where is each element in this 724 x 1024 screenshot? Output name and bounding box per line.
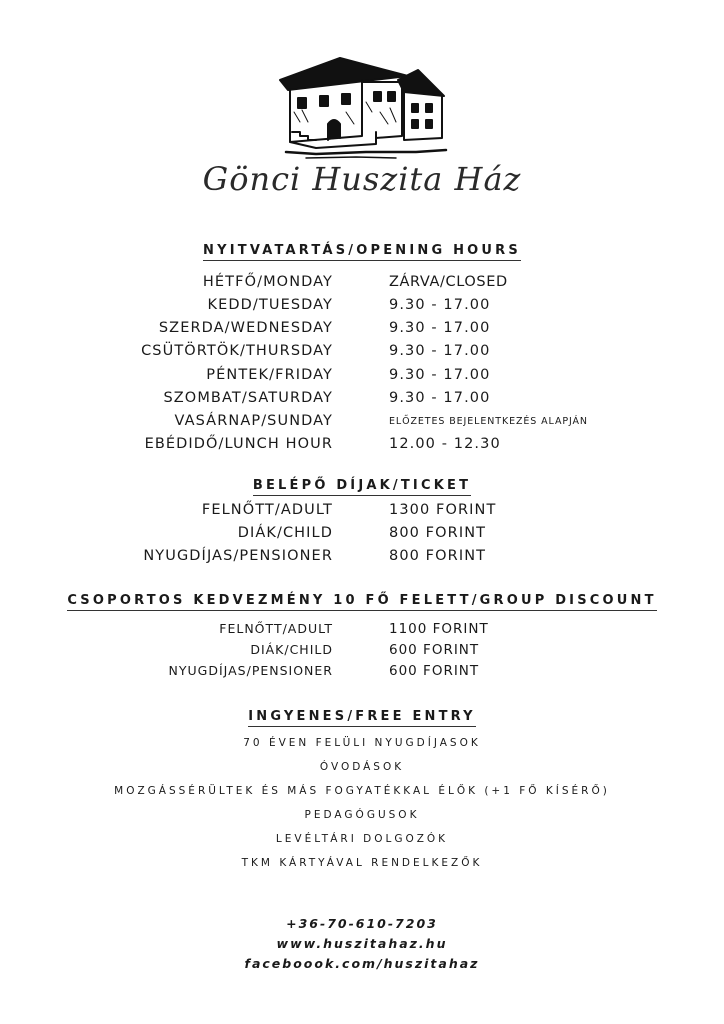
time-value: 9.30 - 17.00 [389,320,491,336]
ticket-type: FELNŐTT/ADULT [201,502,333,518]
ticket-price: 800 FORINT [389,548,487,564]
list-item [0,548,724,570]
facebook-link[interactable]: faceboook.com/huszitahaz [244,956,480,971]
list-item [0,621,724,643]
list-item [0,343,724,365]
group-price: 1100 FORINT [389,621,489,637]
day-label: KEDD/TUESDAY [207,297,333,313]
list-item [0,320,724,342]
list-item [0,642,724,664]
list-item: ÓVODÁSOK [319,761,405,773]
time-value: ELŐZETES BEJELENTKEZÉS ALAPJÁN [389,416,588,427]
group-type: FELNŐTT/ADULT [219,621,333,636]
time-value: 9.30 - 17.00 [389,367,491,383]
group-type: DIÁK/CHILD [250,642,333,657]
ticket-type: NYUGDÍJAS/PENSIONER [143,548,333,564]
list-item: MOZGÁSSÉRÜLTEK ÉS MÁS FOGYATÉKKAL ÉLŐK (+1 FŐ KÍSÉRŐ) [114,785,610,797]
tickets-heading: BELÉPŐ DÍJAK/TICKET [0,478,724,493]
time-value: 9.30 - 17.00 [389,390,491,406]
group-price: 600 FORINT [389,642,480,658]
phone-number[interactable]: +36-70-610-7203 [286,916,438,931]
day-label: VASÁRNAP/SUNDAY [174,413,333,429]
time-value: 9.30 - 17.00 [389,297,491,313]
day-label: HÉTFŐ/MONDAY [202,274,333,290]
list-item: TKM KÁRTYÁVAL RENDELKEZŐK [241,857,483,869]
group-type: NYUGDÍJAS/PENSIONER [168,663,333,678]
ticket-price: 800 FORINT [389,525,487,541]
group-price: 600 FORINT [389,663,480,679]
list-item [0,297,724,319]
ticket-price: 1300 FORINT [389,502,497,518]
brand-name: Gönci Huszita Ház [202,160,522,198]
time-value: ZÁRVA/CLOSED [389,274,508,290]
website-link[interactable]: www.huszitahaz.hu [276,936,448,951]
list-item [0,413,724,435]
list-item [0,525,724,547]
day-label: CSÜTÖRTÖK/THURSDAY [141,343,333,359]
list-item [0,436,724,458]
ticket-type: DIÁK/CHILD [237,525,333,541]
day-label: SZOMBAT/SATURDAY [163,390,333,406]
list-item [0,663,724,685]
time-value: 9.30 - 17.00 [389,343,491,359]
opening-hours-heading: NYITVATARTÁS/OPENING HOURS [0,243,724,258]
free-entry-heading: INGYENES/FREE ENTRY [0,709,724,724]
list-item: LEVÉLTÁRI DOLGOZÓK [275,833,449,845]
list-item: 70 ÉVEN FELÜLI NYUGDÍJASOK [243,737,481,749]
group-discount-heading: CSOPORTOS KEDVEZMÉNY 10 FŐ FELETT/GROUP DISCOUNT [0,593,724,608]
list-item [0,274,724,296]
day-label: EBÉDIDŐ/LUNCH HOUR [144,436,333,452]
day-label: PÉNTEK/FRIDAY [206,367,333,383]
house-sketch-icon [276,52,448,160]
list-item [0,367,724,389]
list-item: PEDAGÓGUSOK [304,809,420,821]
list-item [0,390,724,412]
day-label: SZERDA/WEDNESDAY [158,320,333,336]
list-item [0,502,724,524]
time-value: 12.00 - 12.30 [389,436,501,452]
